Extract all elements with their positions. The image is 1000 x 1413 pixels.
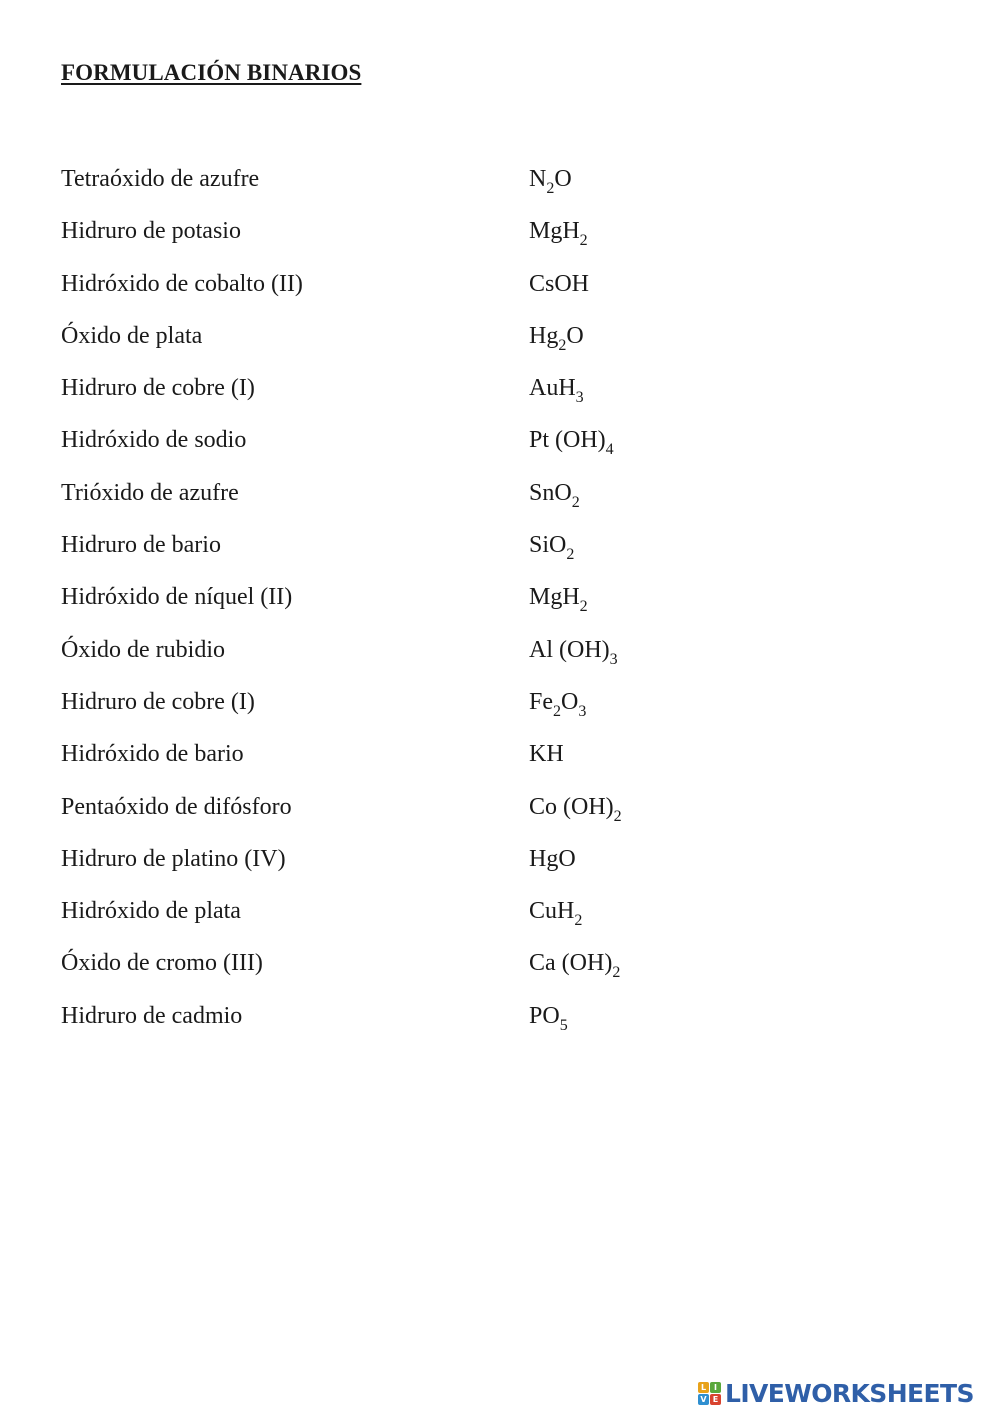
compound-formula [529, 793, 622, 825]
compound-row [0, 363, 1000, 415]
formula-subscript: 5 [559, 1016, 568, 1034]
formula-text: Hg [529, 322, 559, 349]
compound-name: Hidróxido de sodio [61, 427, 247, 454]
compound-row [0, 625, 1000, 677]
formula-subscript: 2 [546, 180, 555, 197]
compound-formula [529, 636, 618, 668]
compound-formula [529, 688, 587, 720]
formula-text: MgH [529, 584, 580, 611]
compound-formula [529, 375, 584, 407]
formula-subscript: 2 [579, 232, 588, 250]
compound-formula [529, 322, 584, 354]
formula-text: HgO [529, 845, 576, 872]
formula-text: PO [529, 1002, 560, 1029]
formula-text: KH [529, 741, 564, 768]
compound-row [0, 259, 1000, 311]
compound-name: Hidruro de cobre (I) [61, 688, 255, 715]
formula-text: Fe [529, 688, 553, 715]
formula-text: N [529, 166, 547, 192]
compound-name: Tetraóxido de azufre [61, 166, 260, 192]
compound-name: Hidruro de cobre (I) [61, 375, 255, 402]
compound-row [0, 311, 1000, 363]
formula-subscript: 2 [558, 336, 567, 354]
liveworksheets-logo [698, 1378, 974, 1408]
formula-subscript: 3 [578, 702, 587, 720]
formula-subscript: 2 [612, 964, 621, 982]
compound-row [0, 782, 1000, 834]
formula-text: O [566, 322, 584, 349]
formula-text: O [554, 166, 572, 192]
formula-subscript: 2 [574, 912, 583, 930]
compound-formula [529, 898, 583, 930]
compound-list [0, 154, 1000, 1043]
formula-subscript: 2 [613, 807, 622, 825]
compound-name: Óxido de rubidio [61, 636, 225, 663]
compound-name: Hidróxido de cobalto (II) [61, 270, 303, 297]
compound-row [0, 991, 1000, 1043]
logo-text: LIVEWORKSHEETS [725, 1378, 974, 1408]
compound-row [0, 415, 1000, 467]
formula-text: Co (OH) [529, 793, 614, 820]
formula-text: CuH [529, 898, 575, 925]
compound-row [0, 154, 1000, 206]
compound-row [0, 677, 1000, 729]
logo-mark-icon [698, 1382, 721, 1405]
compound-name: Hidruro de potasio [61, 218, 241, 245]
formula-text: MgH [529, 218, 580, 245]
logo-mark-tile: E [710, 1394, 721, 1405]
compound-name: Hidróxido de bario [61, 741, 244, 768]
compound-formula [529, 846, 576, 873]
formula-subscript: 2 [553, 702, 561, 720]
formula-text: Al (OH) [529, 636, 610, 663]
compound-formula [529, 427, 614, 459]
logo-mark-tile: L [698, 1382, 709, 1393]
compound-name: Hidruro de cadmio [61, 1002, 243, 1029]
formula-subscript: 4 [605, 441, 614, 459]
compound-name: Trióxido de azufre [61, 479, 239, 506]
compound-formula [529, 166, 572, 197]
compound-row [0, 886, 1000, 938]
formula-text: Pt (OH) [529, 427, 606, 454]
compound-row [0, 938, 1000, 990]
logo-mark-tile: V [698, 1394, 709, 1405]
compound-formula [529, 741, 564, 768]
compound-formula [529, 584, 588, 616]
formula-subscript: 3 [609, 650, 618, 668]
formula-subscript: 3 [575, 389, 584, 407]
compound-name: Hidróxido de plata [61, 898, 241, 925]
compound-formula [529, 1002, 568, 1034]
compound-row [0, 572, 1000, 624]
formula-subscript: 2 [579, 598, 588, 616]
compound-name: Hidruro de bario [61, 532, 221, 559]
compound-row [0, 468, 1000, 520]
page-title: FORMULACIÓN BINARIOS [61, 60, 362, 85]
compound-formula [529, 479, 580, 511]
compound-formula [529, 532, 575, 564]
formula-subscript: 2 [571, 493, 580, 511]
compound-row [0, 834, 1000, 886]
compound-formula [529, 950, 621, 982]
compound-formula [529, 218, 588, 250]
compound-row [0, 520, 1000, 572]
formula-text: SiO [529, 532, 567, 559]
formula-text: AuH [529, 375, 576, 402]
compound-row [0, 729, 1000, 781]
compound-name: Pentaóxido de difósforo [61, 793, 292, 820]
formula-text: Ca (OH) [529, 950, 613, 977]
compound-name: Óxido de plata [61, 322, 203, 349]
formula-text: SnO [529, 479, 572, 506]
formula-text: CsOH [529, 270, 590, 297]
formula-text: O [561, 688, 579, 715]
compound-name: Hidruro de platino (IV) [61, 845, 286, 872]
compound-formula [529, 271, 589, 298]
formula-subscript: 2 [566, 546, 575, 564]
compound-row [0, 206, 1000, 258]
compound-name: Hidróxido de níquel (II) [61, 584, 293, 611]
compound-name: Óxido de cromo (III) [61, 950, 263, 977]
logo-mark-tile: I [710, 1382, 721, 1393]
